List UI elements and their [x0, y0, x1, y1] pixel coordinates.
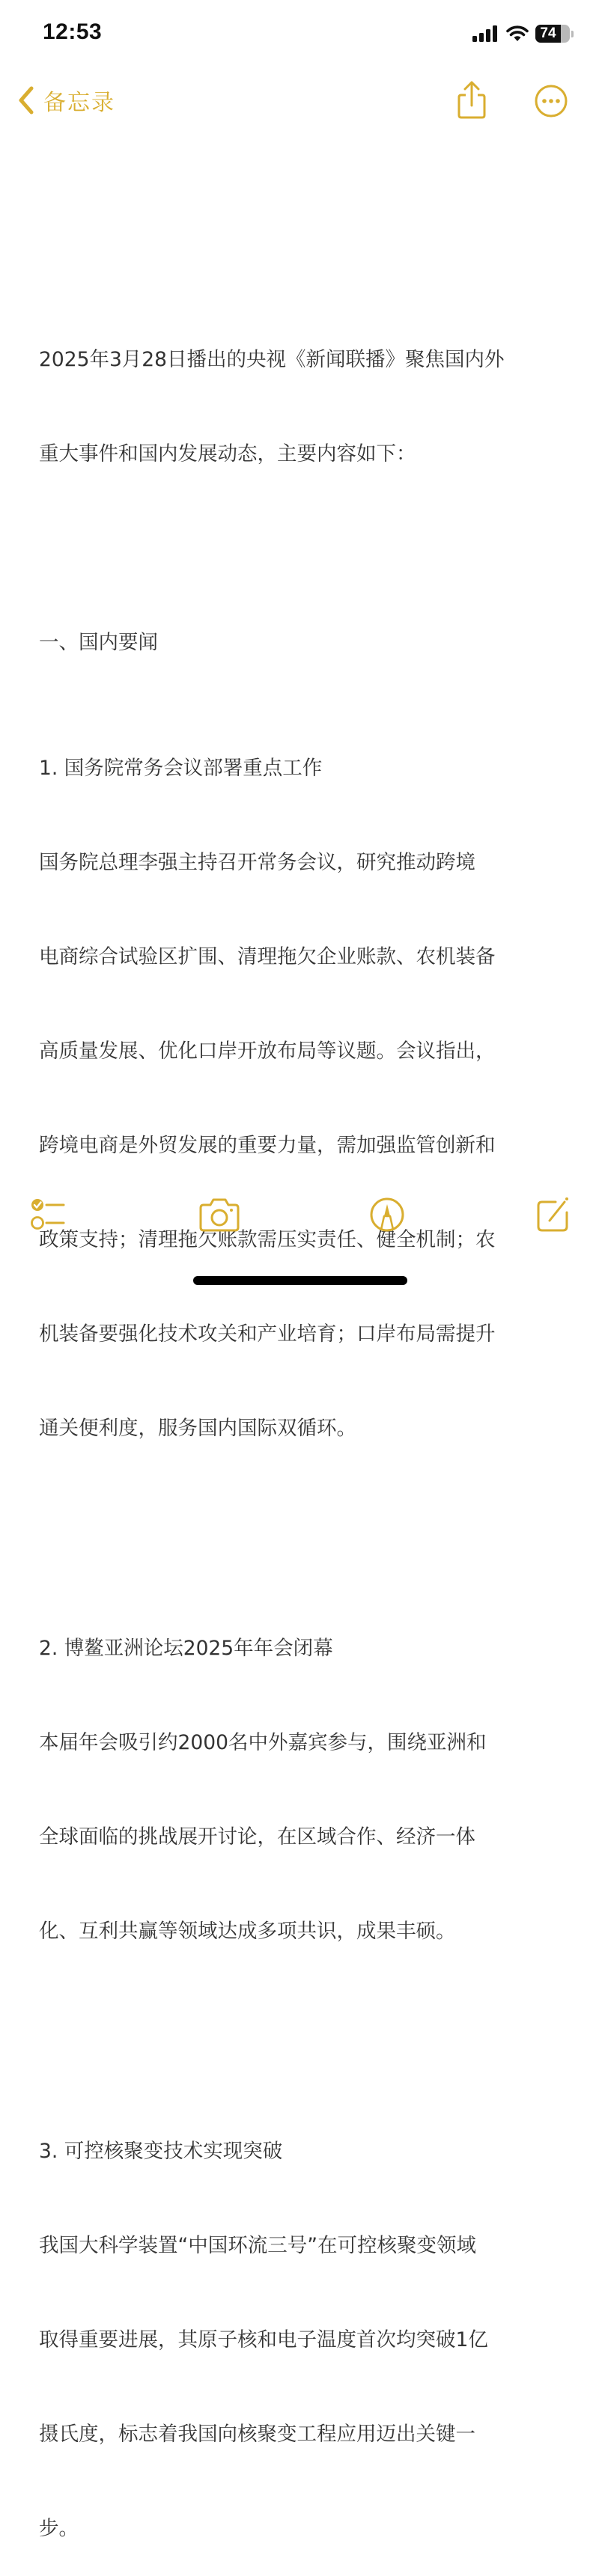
- bottom-toolbar: [0, 1190, 599, 1242]
- item-title: 1. 国务院常务会议部署重点工作: [39, 757, 323, 780]
- camera-icon: [198, 1196, 241, 1233]
- chevron-left-icon: [16, 85, 36, 115]
- item-body-line: 国务院总理李强主持召开常务会议，研究推动跨境: [39, 851, 475, 874]
- compose-button[interactable]: [535, 1196, 572, 1233]
- item-body-line: 跨境电商是外贸发展的重要力量，需加强监管创新和: [39, 1134, 496, 1157]
- status-bar: [0, 0, 599, 67]
- camera-button[interactable]: [198, 1196, 241, 1233]
- item-body-line: 化、互利共赢等领域达成多项共识，成果丰硕。: [39, 1920, 456, 1943]
- wifi-icon: [506, 25, 529, 42]
- item-body-line: 政策支持；清理拖欠账款需压实责任、健全机制；农: [39, 1228, 496, 1251]
- battery-percent: 74: [540, 25, 556, 41]
- intro-line: 重大事件和国内发展动态，主要内容如下：: [39, 442, 416, 466]
- home-indicator[interactable]: [193, 1276, 407, 1285]
- checklist-button[interactable]: [30, 1196, 70, 1233]
- more-ellipsis-icon: [533, 83, 569, 119]
- markup-pen-icon: [368, 1196, 406, 1233]
- status-time: 12:53: [43, 19, 103, 44]
- share-button[interactable]: [455, 79, 488, 120]
- section-heading: 一、国内要闻: [39, 631, 158, 654]
- blank-line: [39, 533, 571, 564]
- item-body-line: 取得重要进展，其原子核和电子温度首次均突破1亿: [39, 2328, 488, 2351]
- checklist-icon: [30, 1196, 70, 1233]
- item-body-line: 机装备要强化技术攻关和产业培育；口岸布局需提升: [39, 1322, 496, 1346]
- back-label: 备忘录: [43, 90, 115, 116]
- more-button[interactable]: [533, 83, 569, 119]
- item-body-line: 高质量发展、优化口岸开放布局等议题。会议指出，: [39, 1040, 496, 1063]
- blank-line: [39, 2010, 571, 2042]
- item-body-line: 本届年会吸引约2000名中外嘉宾参与，围绕亚洲和: [39, 1731, 487, 1754]
- item-body-line: 通关便利度，服务国内国际双循环。: [39, 1417, 356, 1440]
- cellular-signal-icon: [472, 25, 499, 42]
- blank-line: [39, 1507, 571, 1539]
- status-icons: [472, 22, 574, 45]
- battery-cap: [571, 31, 574, 37]
- battery-icon: [535, 25, 570, 43]
- intro-line: 2025年3月28日播出的央视《新闻联播》聚焦国内外: [39, 348, 505, 371]
- back-button[interactable]: [16, 82, 115, 119]
- share-icon: [455, 79, 488, 120]
- item-body-line: 我国大科学装置“中国环流三号”在可控核聚变领域: [39, 2234, 476, 2257]
- item-title: 3. 可控核聚变技术实现突破: [39, 2140, 283, 2163]
- note-content[interactable]: [39, 281, 571, 2576]
- nav-bar: [0, 71, 599, 131]
- compose-icon: [535, 1196, 572, 1233]
- item-body-line: 电商综合试验区扩围、清理拖欠企业账款、农机装备: [39, 945, 496, 968]
- item-body-line: 步。: [39, 2517, 79, 2540]
- item-title: 2. 博鳌亚洲论坛2025年年会闭幕: [39, 1637, 333, 1660]
- item-body-line: 摄氏度，标志着我国向核聚变工程应用迈出关键一: [39, 2423, 475, 2446]
- item-body-line: 全球面临的挑战展开讨论，在区域合作、经济一体: [39, 1825, 475, 1849]
- markup-button[interactable]: [368, 1196, 406, 1233]
